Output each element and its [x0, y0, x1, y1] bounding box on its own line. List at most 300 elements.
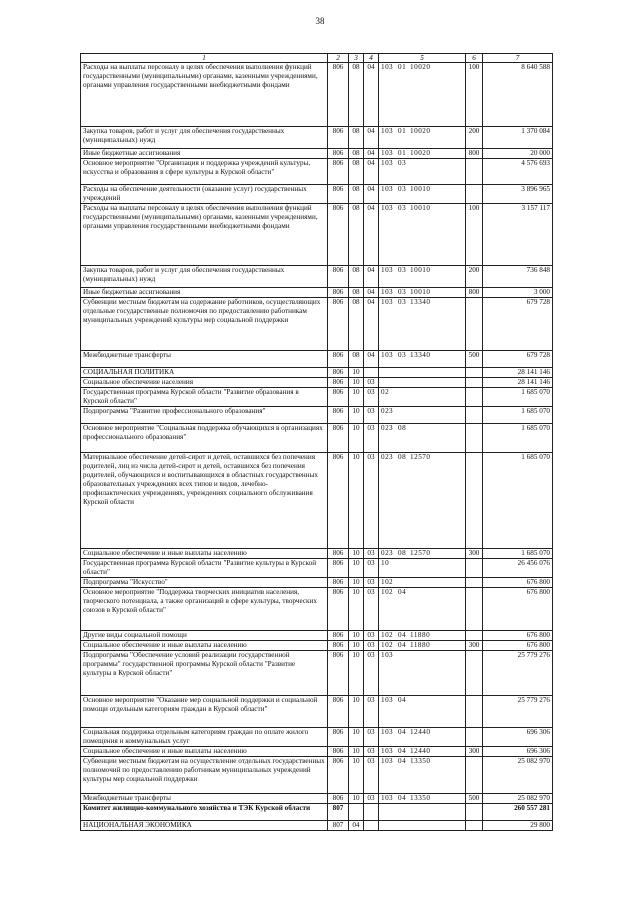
target-article-part: 03	[398, 351, 407, 359]
row-grbs: 806	[328, 588, 349, 631]
row-expense-type: 300	[466, 747, 483, 757]
row-name: Расходы на выплаты персоналу в целях обеспечения выполнения функций государственными (муниципальными) органами, казенными учреждениями, органами управления государственными внебюджетными фондами	[81, 204, 328, 266]
target-article-code	[381, 407, 434, 416]
row-grbs: 806	[328, 641, 349, 651]
row-subsection: 04	[364, 63, 379, 127]
row-name: Социальная поддержка отдельным категориям граждан по оплате жилого помещения и коммунальных услуг	[81, 728, 328, 747]
target-article-part: 12570	[410, 453, 431, 461]
target-article-part: 2	[389, 588, 394, 596]
row-expense-type	[466, 804, 483, 821]
row-grbs: 806	[328, 578, 349, 588]
row-expense-type	[466, 298, 483, 351]
row-amount: 676 800	[483, 631, 553, 641]
row-expense-type: 200	[466, 127, 483, 149]
row-grbs: 806	[328, 453, 349, 549]
row-grbs: 807	[328, 804, 349, 821]
row-name: НАЦИОНАЛЬНАЯ ЭКОНОМИКА	[81, 821, 328, 831]
row-section: 10	[349, 559, 364, 578]
row-target-article	[379, 159, 466, 185]
target-article-part: 11880	[410, 641, 431, 649]
row-amount: 25 082 970	[483, 794, 553, 804]
row-expense-type: 300	[466, 641, 483, 651]
target-article-part: 3	[389, 159, 394, 167]
target-article-part: 2	[389, 578, 394, 586]
target-article-part: 01	[398, 127, 407, 135]
row-subsection: 03	[364, 453, 379, 549]
table-row	[81, 266, 553, 288]
row-grbs: 806	[328, 794, 349, 804]
row-section: 08	[349, 266, 364, 288]
target-article-code	[381, 651, 434, 660]
row-name: Подпрограмма "Развитие профессионального образования"	[81, 407, 328, 424]
row-name: Закупка товаров, работ и услуг для обеспечения государственных (муниципальных) нужд	[81, 127, 328, 149]
row-section: 08	[349, 288, 364, 298]
target-article-part: 3	[389, 424, 394, 432]
table-row	[81, 821, 553, 831]
row-name: Государственная программа Курской области "Развитие культуры в Курской области"	[81, 559, 328, 578]
target-article-part: 10020	[410, 63, 431, 71]
row-amount: 1 685 070	[483, 453, 553, 549]
target-article-part: 03	[398, 266, 407, 274]
table-row	[81, 804, 553, 821]
row-target-article	[379, 298, 466, 351]
table-row	[81, 351, 553, 368]
row-subsection: 03	[364, 424, 379, 453]
target-article-part: 10	[381, 728, 390, 736]
table-row	[81, 453, 553, 549]
row-section: 10	[349, 378, 364, 388]
page-number: 38	[315, 16, 325, 26]
target-article-part: 10010	[410, 288, 431, 296]
row-name: Иные бюджетные ассигнования	[81, 288, 328, 298]
row-section: 10	[349, 368, 364, 378]
row-expense-type	[466, 696, 483, 728]
row-subsection: 03	[364, 388, 379, 407]
row-expense-type: 500	[466, 794, 483, 804]
row-grbs: 806	[328, 159, 349, 185]
target-article-part: 3	[389, 149, 394, 157]
row-expense-type: 500	[466, 351, 483, 368]
row-grbs: 806	[328, 407, 349, 424]
row-amount: 679 728	[483, 351, 553, 368]
target-article-part: 04	[398, 728, 407, 736]
row-name: Государственная программа Курской области "Развитие образования в Курской области"	[81, 388, 328, 407]
header-cell: 5	[379, 54, 466, 63]
row-amount: 29 800	[483, 821, 553, 831]
target-article-part: 03	[398, 185, 407, 193]
row-subsection: 03	[364, 549, 379, 559]
row-subsection: 03	[364, 728, 379, 747]
row-section: 08	[349, 127, 364, 149]
row-subsection: 04	[364, 351, 379, 368]
target-article-part: 10	[381, 559, 390, 567]
row-subsection: 03	[364, 747, 379, 757]
table-row	[81, 549, 553, 559]
table-row	[81, 298, 553, 351]
target-article-code	[381, 578, 434, 587]
row-grbs: 806	[328, 757, 349, 794]
row-subsection: 04	[364, 298, 379, 351]
row-target-article	[379, 288, 466, 298]
target-article-part: 3	[389, 298, 394, 306]
target-article-part: 10	[381, 127, 390, 135]
row-amount: 1 685 070	[483, 424, 553, 453]
row-grbs: 806	[328, 559, 349, 578]
target-article-part: 3	[389, 407, 394, 415]
row-name: Основное мероприятие "Оказание мер социальной поддержки и социальной помощи отдельным категориям граждан в Курской области"	[81, 696, 328, 728]
target-article-part: 13350	[410, 757, 431, 765]
target-article-part: 02	[381, 424, 390, 432]
table-row	[81, 407, 553, 424]
row-subsection: 03	[364, 641, 379, 651]
table-row	[81, 696, 553, 728]
target-article-part: 3	[389, 204, 394, 212]
row-grbs: 806	[328, 288, 349, 298]
target-article-code	[381, 641, 434, 650]
target-article-part: 12440	[410, 728, 431, 736]
target-article-part: 10020	[410, 127, 431, 135]
table-row	[81, 368, 553, 378]
target-article-code	[381, 728, 434, 737]
target-article-part: 10	[381, 351, 390, 359]
target-article-part: 13340	[410, 298, 431, 306]
row-target-article	[379, 127, 466, 149]
table-row	[81, 424, 553, 453]
target-article-part: 3	[389, 651, 394, 659]
target-article-part: 10	[381, 794, 390, 802]
table-row	[81, 185, 553, 204]
target-article-code	[381, 388, 434, 397]
row-name: СОЦИАЛЬНАЯ ПОЛИТИКА	[81, 368, 328, 378]
table-row	[81, 631, 553, 641]
table-row	[81, 578, 553, 588]
row-subsection: 03	[364, 794, 379, 804]
table-row	[81, 388, 553, 407]
row-expense-type	[466, 159, 483, 185]
row-expense-type	[466, 388, 483, 407]
target-article-part: 3	[389, 185, 394, 193]
row-expense-type	[466, 407, 483, 424]
row-expense-type	[466, 378, 483, 388]
row-name: Субвенции местным бюджетам на содержание работников, осуществляющих отдельные государственные полномочия по предоставлению работникам муниципальных учреждений культуры мер социальной поддержки	[81, 298, 328, 351]
target-article-code	[381, 757, 434, 766]
row-subsection: 03	[364, 578, 379, 588]
target-article-part: 3	[389, 747, 394, 755]
row-expense-type: 800	[466, 288, 483, 298]
row-amount: 1 685 070	[483, 407, 553, 424]
target-article-part: 04	[398, 641, 407, 649]
budget-table	[80, 53, 553, 831]
row-section: 10	[349, 578, 364, 588]
target-article-part: 04	[398, 696, 407, 704]
row-amount: 1 685 070	[483, 388, 553, 407]
row-target-article	[379, 388, 466, 407]
target-article-part: 3	[389, 63, 394, 71]
row-target-article	[379, 453, 466, 549]
row-expense-type	[466, 588, 483, 631]
target-article-part: 01	[398, 149, 407, 157]
row-name: Основное мероприятие "Организация и поддержка учреждений культуры, искусства и образования в сфере культуры в Курской области"	[81, 159, 328, 185]
target-article-part: 10	[381, 63, 390, 71]
row-name: Расходы на выплаты персоналу в целях обеспечения выполнения функций государственными (муниципальными) органами, казенными учреждениями, органами управления государственными внебюджетными фондами	[81, 63, 328, 127]
table-row	[81, 288, 553, 298]
target-article-code	[381, 159, 434, 168]
row-subsection: 04	[364, 204, 379, 266]
row-subsection: 03	[364, 651, 379, 696]
row-name: Социальное обеспечение и иные выплаты населению	[81, 641, 328, 651]
row-subsection	[364, 368, 379, 378]
row-amount: 696 306	[483, 747, 553, 757]
table-row	[81, 747, 553, 757]
target-article-part: 10	[381, 696, 390, 704]
target-article-part: 03	[398, 288, 407, 296]
row-name: Социальное обеспечение населения	[81, 378, 328, 388]
target-article-code	[381, 549, 434, 558]
target-article-part: 02	[381, 388, 390, 396]
row-amount: 26 456 076	[483, 559, 553, 578]
target-article-part: 04	[398, 588, 407, 596]
row-name: Иные бюджетные ассигнования	[81, 149, 328, 159]
row-name: Основное мероприятие "Поддержка творческих инициатив населения, творческого потенциала, а также организаций в сфере культуры, творческих союзов в Курской области"	[81, 588, 328, 631]
row-section: 08	[349, 159, 364, 185]
target-article-part: 3	[389, 757, 394, 765]
target-article-part: 08	[398, 424, 407, 432]
row-subsection	[364, 821, 379, 831]
target-article-part: 04	[398, 747, 407, 755]
row-name: Субвенции местным бюджетам на осуществление отдельных государственных полномочий по предоставлению работникам муниципальных учреждений культуры мер социальной поддержки	[81, 757, 328, 794]
target-article-code	[381, 63, 434, 72]
target-article-part: 04	[398, 757, 407, 765]
row-grbs: 806	[328, 696, 349, 728]
row-target-article	[379, 728, 466, 747]
row-target-article	[379, 794, 466, 804]
table-row	[81, 159, 553, 185]
target-article-part: 2	[389, 631, 394, 639]
target-article-part: 10	[381, 651, 390, 659]
row-name: Расходы на обеспечение деятельности (оказание услуг) государственных учреждений	[81, 185, 328, 204]
row-subsection: 04	[364, 266, 379, 288]
row-amount: 736 848	[483, 266, 553, 288]
header-cell: 7	[483, 54, 553, 63]
target-article-code	[381, 804, 434, 813]
row-amount: 25 779 276	[483, 651, 553, 696]
table-row	[81, 149, 553, 159]
row-amount: 3 157 117	[483, 204, 553, 266]
row-name: Межбюджетные трансферты	[81, 351, 328, 368]
table-header-row	[81, 54, 553, 63]
row-target-article	[379, 368, 466, 378]
row-subsection: 04	[364, 288, 379, 298]
target-article-part: 02	[381, 549, 390, 557]
row-target-article	[379, 588, 466, 631]
target-article-part: 02	[381, 453, 390, 461]
row-section: 08	[349, 63, 364, 127]
row-grbs: 806	[328, 63, 349, 127]
row-grbs: 806	[328, 204, 349, 266]
row-section: 10	[349, 651, 364, 696]
row-section: 10	[349, 549, 364, 559]
target-article-part: 10	[381, 266, 390, 274]
row-section: 04	[349, 821, 364, 831]
row-expense-type: 200	[466, 266, 483, 288]
row-expense-type	[466, 651, 483, 696]
row-target-article	[379, 804, 466, 821]
row-grbs: 806	[328, 368, 349, 378]
row-target-article	[379, 149, 466, 159]
target-article-code	[381, 559, 434, 568]
row-expense-type	[466, 631, 483, 641]
row-amount: 3 896 965	[483, 185, 553, 204]
row-subsection: 03	[364, 378, 379, 388]
row-subsection: 03	[364, 407, 379, 424]
target-article-part: 3	[389, 266, 394, 274]
row-section: 10	[349, 453, 364, 549]
row-amount: 25 779 276	[483, 696, 553, 728]
target-article-code	[381, 368, 434, 377]
row-amount: 1 685 070	[483, 549, 553, 559]
target-article-part: 2	[389, 641, 394, 649]
row-target-article	[379, 378, 466, 388]
target-article-code	[381, 351, 434, 360]
row-name: Социальное обеспечение и иные выплаты населению	[81, 549, 328, 559]
target-article-part: 10010	[410, 204, 431, 212]
target-article-part: 3	[389, 549, 394, 557]
target-article-part: 04	[398, 794, 407, 802]
row-name: Другие виды социальной помощи	[81, 631, 328, 641]
row-name: Комитет жилищно-коммунального хозяйства и ТЭК Курской области	[81, 804, 328, 821]
row-subsection	[364, 804, 379, 821]
row-section: 10	[349, 794, 364, 804]
target-article-part: 10	[381, 149, 390, 157]
row-name: Подпрограмма "Обеспечение условий реализации государственной программы" государственной программы Курской области "Развитие культуры в Курской области"	[81, 651, 328, 696]
target-article-part: 12440	[410, 747, 431, 755]
row-grbs: 806	[328, 266, 349, 288]
row-amount: 4 576 693	[483, 159, 553, 185]
row-section: 10	[349, 696, 364, 728]
row-amount: 676 800	[483, 641, 553, 651]
row-grbs: 806	[328, 378, 349, 388]
target-article-part: 3	[389, 696, 394, 704]
table-row	[81, 63, 553, 127]
row-target-article	[379, 266, 466, 288]
row-name: Подпрограмма "Искусство"	[81, 578, 328, 588]
row-name: Социальное обеспечение и иные выплаты населению	[81, 747, 328, 757]
row-section: 10	[349, 407, 364, 424]
row-section: 10	[349, 757, 364, 794]
target-article-part: 10010	[410, 266, 431, 274]
row-subsection: 04	[364, 127, 379, 149]
row-expense-type	[466, 453, 483, 549]
target-article-code	[381, 453, 434, 462]
row-section: 10	[349, 388, 364, 407]
target-article-part: 10	[381, 288, 390, 296]
row-grbs: 806	[328, 388, 349, 407]
row-section: 10	[349, 747, 364, 757]
row-target-article	[379, 424, 466, 453]
target-article-part: 10	[381, 298, 390, 306]
row-target-article	[379, 631, 466, 641]
target-article-part: 03	[398, 159, 407, 167]
target-article-part: 11880	[410, 631, 431, 639]
row-target-article	[379, 549, 466, 559]
row-amount: 260 557 281	[483, 804, 553, 821]
target-article-code	[381, 149, 434, 158]
table-row	[81, 641, 553, 651]
target-article-code	[381, 696, 434, 705]
row-grbs: 806	[328, 424, 349, 453]
row-amount: 3 000	[483, 288, 553, 298]
target-article-part: 10	[381, 204, 390, 212]
row-section: 10	[349, 631, 364, 641]
row-amount: 25 082 970	[483, 757, 553, 794]
row-target-article	[379, 757, 466, 794]
row-grbs: 806	[328, 631, 349, 641]
target-article-part: 10	[381, 757, 390, 765]
row-amount: 679 728	[483, 298, 553, 351]
row-subsection: 03	[364, 631, 379, 641]
row-expense-type: 800	[466, 149, 483, 159]
target-article-part: 13350	[410, 794, 431, 802]
row-name: Основное мероприятие "Социальная поддержка обучающихся в организациях профессионального образования"	[81, 424, 328, 453]
row-section: 10	[349, 728, 364, 747]
target-article-code	[381, 127, 434, 136]
table-row	[81, 378, 553, 388]
target-article-part: 10	[381, 159, 390, 167]
target-article-code	[381, 794, 434, 803]
row-section: 08	[349, 351, 364, 368]
row-subsection: 04	[364, 149, 379, 159]
row-target-article	[379, 578, 466, 588]
target-article-part: 10	[381, 185, 390, 193]
target-article-part: 3	[389, 728, 394, 736]
target-article-part: 3	[389, 453, 394, 461]
header-cell: 4	[364, 54, 379, 63]
row-amount: 696 306	[483, 728, 553, 747]
table-row	[81, 559, 553, 578]
row-grbs: 806	[328, 747, 349, 757]
target-article-part: 3	[389, 351, 394, 359]
target-article-code	[381, 424, 434, 433]
row-expense-type	[466, 368, 483, 378]
table-row	[81, 757, 553, 794]
row-name: Материальное обеспечение детей-сирот и детей, оставшихся без попечения родителей, лиц из числа детей-сирот и детей, оставшихся без попечения родителей, обучающихся и воспитывающихся в областных государственных образовательных учреждениях всех типов и видов, лечебно-профилактических учреждениях, учреждениях социального обслуживания Курской области	[81, 453, 328, 549]
row-target-article	[379, 651, 466, 696]
table-row	[81, 204, 553, 266]
row-section: 08	[349, 185, 364, 204]
row-expense-type	[466, 559, 483, 578]
target-article-part: 03	[398, 298, 407, 306]
target-article-part: 02	[381, 407, 390, 415]
table-row	[81, 651, 553, 696]
target-article-part: 10	[381, 631, 390, 639]
row-expense-type	[466, 578, 483, 588]
target-article-part: 03	[398, 204, 407, 212]
target-article-code	[381, 821, 434, 830]
target-article-part: 10	[381, 578, 390, 586]
target-article-part: 3	[389, 794, 394, 802]
row-subsection: 03	[364, 757, 379, 794]
row-grbs: 806	[328, 651, 349, 696]
row-subsection: 03	[364, 588, 379, 631]
row-amount: 676 800	[483, 588, 553, 631]
header-cell: 3	[349, 54, 364, 63]
row-section: 10	[349, 588, 364, 631]
target-article-code	[381, 266, 434, 275]
row-grbs: 807	[328, 821, 349, 831]
row-amount: 676 800	[483, 578, 553, 588]
row-amount: 20 000	[483, 149, 553, 159]
row-amount: 28 141 146	[483, 378, 553, 388]
